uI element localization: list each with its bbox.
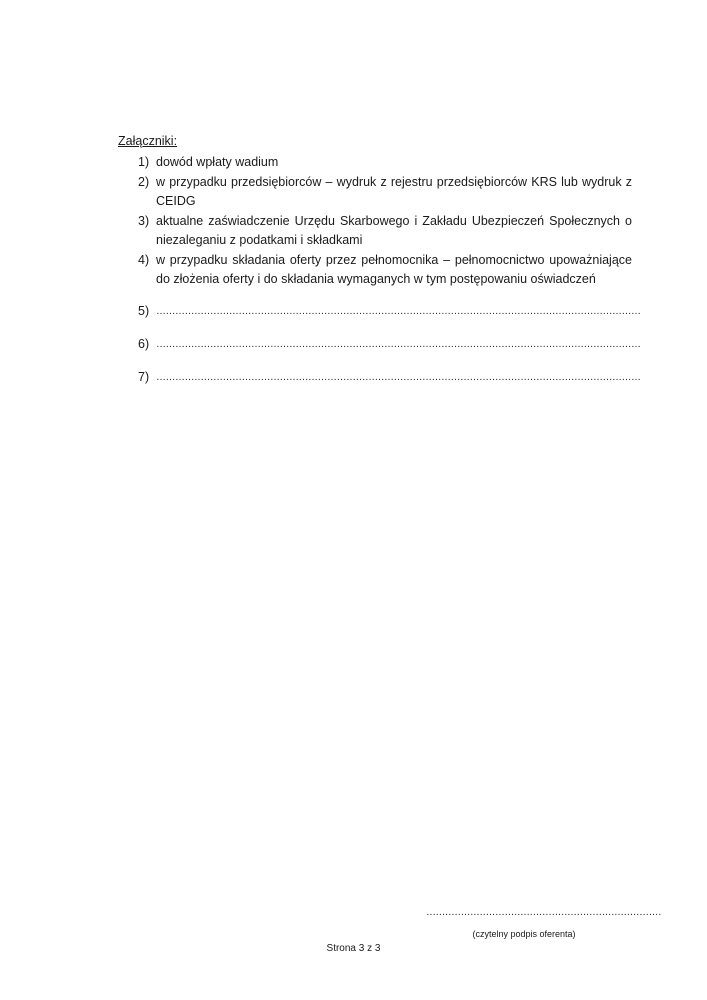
page-number: Strona 3 z 3 — [326, 943, 381, 954]
list-item-text: dowód wpłaty wadium — [156, 155, 279, 169]
signature-caption: (czytelny podpis oferenta) — [472, 929, 576, 939]
list-item — [118, 153, 632, 173]
blank-list-item — [118, 368, 641, 387]
list-item-text: w przypadku składania oferty przez pełnomocnika – pełnomocnictwo upoważniające do złożenia oferty i do składania wymaganych w tym postępowaniu oświadczeń — [156, 252, 632, 286]
list-item-number: 4) — [138, 252, 150, 267]
list-item-text: aktualne zaświadczenie Urzędu Skarbowego i Zakładu Ubezpieczeń Społecznych o niezaleganiu z podatkami i składkami — [156, 213, 632, 247]
attachments-heading: Załączniki: — [118, 134, 178, 148]
list-item-number: 7) — [138, 369, 150, 384]
list-item-number: 3) — [138, 213, 150, 228]
fill-in-dotted-line: ……………………………………………………………………………………………………………………………………… — [156, 371, 641, 383]
fill-in-dotted-line: ……………………………………………………………………………………………………………………………………… — [156, 338, 641, 350]
list-item — [118, 173, 632, 212]
list-item-number: 5) — [138, 303, 150, 318]
list-item — [118, 212, 632, 251]
blank-list-item — [118, 335, 641, 354]
blank-list-item — [118, 302, 641, 321]
fill-in-dotted-line: ……………………………………………………………………………………………………………………………………… — [156, 305, 641, 317]
attachments-list — [118, 153, 632, 290]
list-item-number: 6) — [138, 336, 150, 351]
attachments-section — [118, 132, 641, 387]
signature-block — [426, 906, 662, 940]
list-item-number: 2) — [138, 174, 150, 189]
signature-dotted-line: ………………………………………………………………… — [426, 907, 662, 918]
list-item-text: w przypadku przedsiębiorców – wydruk z rejestru przedsiębiorców KRS lub wydruk z CEIDG — [156, 174, 632, 208]
list-item-number: 1) — [138, 155, 150, 169]
list-item — [118, 251, 632, 290]
